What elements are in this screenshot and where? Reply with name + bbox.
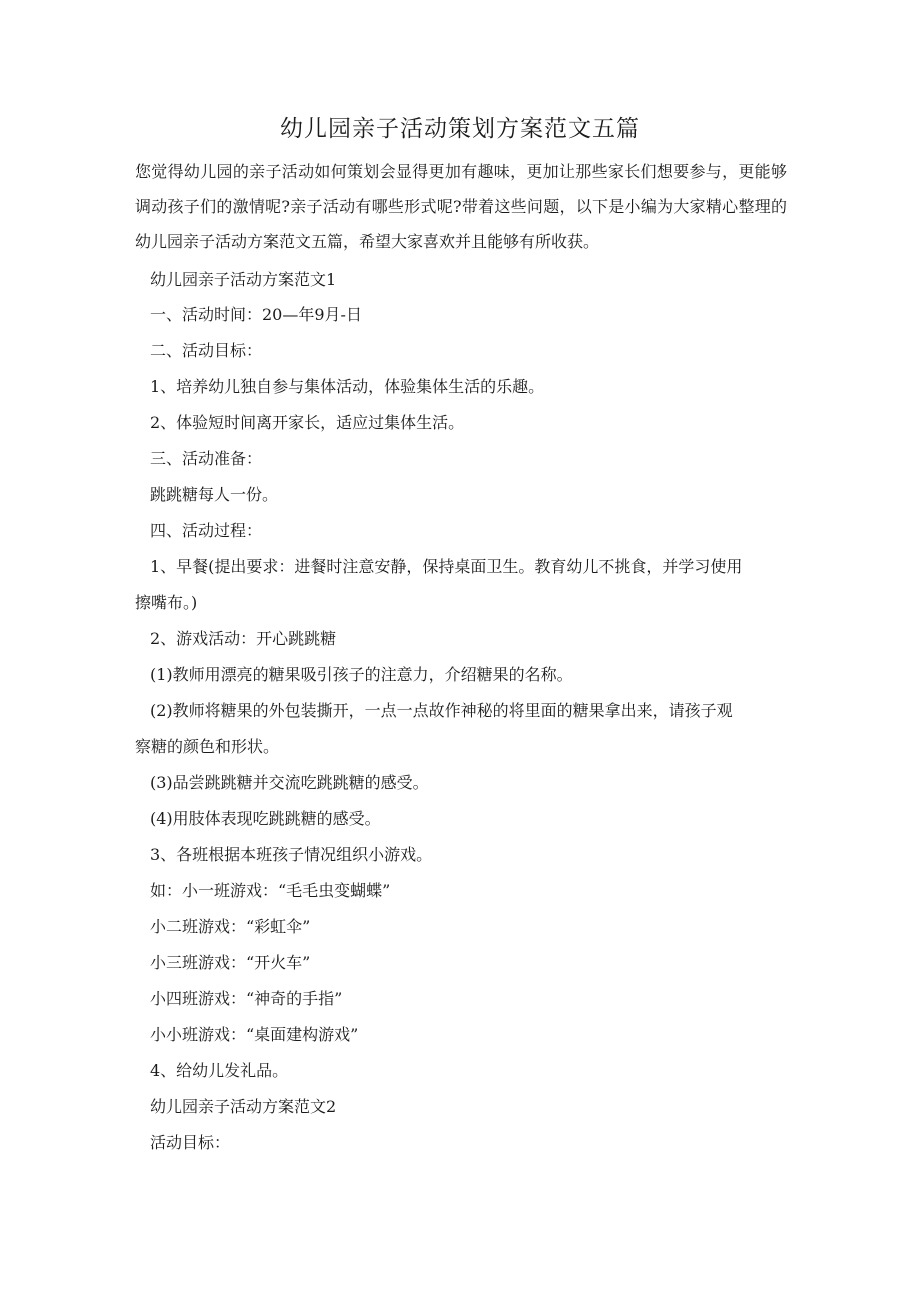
process-item-1: 1、早餐(提出要求：进餐时注意安静，保持桌面卫生。教育幼儿不挑食，并学习使用 (150, 557, 743, 576)
preparation-item: 跳跳糖每人一份。 (150, 485, 279, 504)
game-class-1: 如：小一班游戏：“毛毛虫变蝴蝶” (150, 881, 391, 900)
process-item-1-cont: 擦嘴布。) (135, 593, 198, 612)
preparation-heading: 三、活动准备： (150, 449, 263, 468)
process-item-3: 3、各班根据本班孩子情况组织小游戏。 (150, 845, 433, 864)
activity-goal-heading-2: 活动目标： (150, 1133, 231, 1152)
process-item-4: 4、给幼儿发礼品。 (150, 1061, 289, 1080)
intro-paragraph: 您觉得幼儿园的亲子活动如何策划会显得更加有趣味，更加让那些家长们想要参与，更能够调动孩子们的激情呢?亲子活动有哪些形式呢?带着这些问题，以下是小编为大家精心整理的幼儿园亲子活动方案范文五篇，希望大家喜欢并且能够有所收获。 (135, 162, 787, 251)
activity-goal-heading: 二、活动目标： (150, 341, 263, 360)
game-class-small: 小小班游戏：“桌面建构游戏” (150, 1025, 359, 1044)
step-1: (1)教师用漂亮的糖果吸引孩子的注意力，介绍糖果的名称。 (150, 665, 573, 684)
activity-time: 一、活动时间：20—年9月-日 (150, 305, 362, 324)
game-class-2: 小二班游戏：“彩虹伞” (150, 917, 311, 936)
goal-item-2: 2、体验短时间离开家长，适应过集体生活。 (150, 413, 465, 432)
game-class-4: 小四班游戏：“神奇的手指” (150, 989, 343, 1008)
process-item-2: 2、游戏活动：开心跳跳糖 (150, 629, 337, 648)
game-class-3: 小三班游戏：“开火车” (150, 953, 311, 972)
step-2-cont: 察糖的颜色和形状。 (135, 737, 280, 756)
goal-item-1: 1、培养幼儿独自参与集体活动，体验集体生活的乐趣。 (150, 377, 545, 396)
step-4: (4)用肢体表现吃跳跳糖的感受。 (150, 809, 381, 828)
process-heading: 四、活动过程： (150, 521, 263, 540)
step-2: (2)教师将糖果的外包装撕开，一点一点故作神秘的将里面的糖果拿出来，请孩子观 (150, 701, 733, 720)
document-title: 幼儿园亲子活动策划方案范文五篇 (280, 116, 640, 142)
section-heading-2: 幼儿园亲子活动方案范文2 (150, 1097, 337, 1116)
step-3: (3)品尝跳跳糖并交流吃跳跳糖的感受。 (150, 773, 429, 792)
section-heading-1: 幼儿园亲子活动方案范文1 (150, 270, 337, 289)
